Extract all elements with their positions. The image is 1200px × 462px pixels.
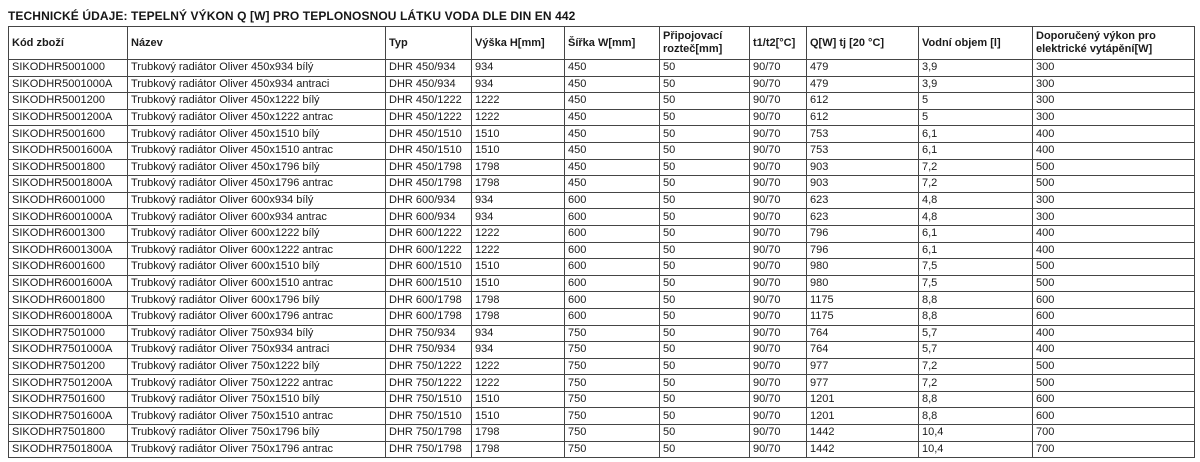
table-cell: 10,4 <box>919 425 1033 442</box>
table-cell: 934 <box>472 60 565 77</box>
table-cell: 5,7 <box>919 342 1033 359</box>
table-cell: 1510 <box>472 391 565 408</box>
table-cell: 934 <box>472 76 565 93</box>
table-cell: 753 <box>807 142 919 159</box>
table-cell: 300 <box>1033 93 1195 110</box>
table-cell: 300 <box>1033 60 1195 77</box>
table-cell: 90/70 <box>750 308 807 325</box>
table-row <box>9 358 1195 375</box>
table-row <box>9 109 1195 126</box>
table-cell: SIKODHR6001600A <box>9 275 128 292</box>
table-cell: DHR 450/1798 <box>386 176 472 193</box>
table-cell: Trubkový radiátor Oliver 600x1796 antrac <box>128 308 386 325</box>
table-cell: 750 <box>565 325 660 342</box>
table-body <box>9 60 1195 458</box>
table-cell: Trubkový radiátor Oliver 450x1222 antrac <box>128 109 386 126</box>
table-cell: Trubkový radiátor Oliver 750x1510 antrac <box>128 408 386 425</box>
table-row <box>9 192 1195 209</box>
header-cell: Název <box>128 27 386 60</box>
table-cell: DHR 450/934 <box>386 76 472 93</box>
table-cell: 1201 <box>807 391 919 408</box>
table-cell: 300 <box>1033 76 1195 93</box>
table-cell: 50 <box>660 308 750 325</box>
table-cell: 300 <box>1033 209 1195 226</box>
table-cell: 750 <box>565 425 660 442</box>
table-cell: 90/70 <box>750 93 807 110</box>
table-cell: 8,8 <box>919 308 1033 325</box>
table-cell: SIKODHR6001000A <box>9 209 128 226</box>
table-cell: 50 <box>660 325 750 342</box>
table-cell: 3,9 <box>919 60 1033 77</box>
table-cell: 450 <box>565 76 660 93</box>
table-cell: 90/70 <box>750 60 807 77</box>
table-cell: 1798 <box>472 425 565 442</box>
table-cell: 1222 <box>472 93 565 110</box>
table-cell: 600 <box>565 275 660 292</box>
table-row <box>9 308 1195 325</box>
table-cell: 600 <box>1033 292 1195 309</box>
table-cell: 450 <box>565 126 660 143</box>
table-cell: 977 <box>807 358 919 375</box>
table-cell: 750 <box>565 358 660 375</box>
table-cell: Trubkový radiátor Oliver 600x1222 antrac <box>128 242 386 259</box>
table-cell: 50 <box>660 358 750 375</box>
table-cell: 8,8 <box>919 391 1033 408</box>
table-cell: 750 <box>565 441 660 458</box>
table-cell: 450 <box>565 176 660 193</box>
table-cell: 400 <box>1033 242 1195 259</box>
table-cell: DHR 450/1222 <box>386 109 472 126</box>
table-cell: DHR 600/934 <box>386 209 472 226</box>
table-cell: DHR 750/1222 <box>386 375 472 392</box>
table-cell: 400 <box>1033 142 1195 159</box>
table-cell: 750 <box>565 342 660 359</box>
table-cell: DHR 450/1798 <box>386 159 472 176</box>
table-cell: 90/70 <box>750 441 807 458</box>
table-cell: DHR 450/1222 <box>386 93 472 110</box>
table-cell: 50 <box>660 60 750 77</box>
table-cell: SIKODHR7501600A <box>9 408 128 425</box>
table-cell: SIKODHR7501800A <box>9 441 128 458</box>
table-cell: DHR 750/1798 <box>386 441 472 458</box>
table-cell: Trubkový radiátor Oliver 750x1796 bílý <box>128 425 386 442</box>
page-title: TECHNICKÉ ÚDAJE: TEPELNÝ VÝKON Q [W] PRO TEPLONOSNOU LÁTKU VODA DLE DIN EN 442 <box>8 9 576 23</box>
table-row <box>9 176 1195 193</box>
table-cell: 8,8 <box>919 408 1033 425</box>
table-cell: SIKODHR5001200A <box>9 109 128 126</box>
table-cell: SIKODHR6001300 <box>9 225 128 242</box>
table-row <box>9 375 1195 392</box>
table-cell: DHR 600/1222 <box>386 225 472 242</box>
table-cell: 90/70 <box>750 358 807 375</box>
table-cell: Trubkový radiátor Oliver 450x1510 antrac <box>128 142 386 159</box>
table-cell: 450 <box>565 93 660 110</box>
table-cell: 50 <box>660 76 750 93</box>
table-cell: 50 <box>660 93 750 110</box>
table-cell: Trubkový radiátor Oliver 750x934 bílý <box>128 325 386 342</box>
table-cell: 50 <box>660 192 750 209</box>
table-cell: 1798 <box>472 176 565 193</box>
table-cell: 1222 <box>472 109 565 126</box>
table-cell: 50 <box>660 242 750 259</box>
table-cell: 1442 <box>807 441 919 458</box>
table-cell: 90/70 <box>750 408 807 425</box>
table-cell: 903 <box>807 176 919 193</box>
table-row <box>9 76 1195 93</box>
table-cell: 500 <box>1033 259 1195 276</box>
table-cell: 10,4 <box>919 441 1033 458</box>
table-cell: DHR 600/1222 <box>386 242 472 259</box>
table-cell: DHR 750/1798 <box>386 425 472 442</box>
table-row <box>9 342 1195 359</box>
table-cell: 7,2 <box>919 159 1033 176</box>
table-cell: 934 <box>472 325 565 342</box>
table-cell: 7,2 <box>919 375 1033 392</box>
table-cell: 50 <box>660 225 750 242</box>
table-cell: Trubkový radiátor Oliver 450x1222 bílý <box>128 93 386 110</box>
table-row <box>9 126 1195 143</box>
table-cell: 500 <box>1033 159 1195 176</box>
table-cell: Trubkový radiátor Oliver 450x1796 bílý <box>128 159 386 176</box>
table-cell: Trubkový radiátor Oliver 600x1510 antrac <box>128 275 386 292</box>
table-cell: 90/70 <box>750 109 807 126</box>
table-cell: 1798 <box>472 308 565 325</box>
table-cell: 1175 <box>807 308 919 325</box>
table-cell: 90/70 <box>750 391 807 408</box>
table-cell: 50 <box>660 176 750 193</box>
table-cell: 50 <box>660 441 750 458</box>
table-cell: 50 <box>660 109 750 126</box>
table-cell: 1798 <box>472 292 565 309</box>
table-cell: 980 <box>807 275 919 292</box>
table-cell: 600 <box>565 292 660 309</box>
table-cell: 5 <box>919 109 1033 126</box>
table-cell: Trubkový radiátor Oliver 600x934 bílý <box>128 192 386 209</box>
table-cell: 450 <box>565 60 660 77</box>
header-cell: Q[W] tj [20 °C] <box>807 27 919 60</box>
table-cell: SIKODHR6001300A <box>9 242 128 259</box>
table-cell: 50 <box>660 391 750 408</box>
table-cell: 450 <box>565 142 660 159</box>
table-cell: 400 <box>1033 342 1195 359</box>
table-cell: 400 <box>1033 325 1195 342</box>
header-cell: Připojovací rozteč[mm] <box>660 27 750 60</box>
table-cell: 934 <box>472 342 565 359</box>
table-cell: 796 <box>807 225 919 242</box>
table-cell: 600 <box>565 259 660 276</box>
table-cell: 4,8 <box>919 192 1033 209</box>
table-row <box>9 441 1195 458</box>
table-cell: SIKODHR6001000 <box>9 192 128 209</box>
table-cell: 1222 <box>472 358 565 375</box>
table-cell: 600 <box>565 209 660 226</box>
table-cell: 1798 <box>472 159 565 176</box>
table-cell: 1222 <box>472 375 565 392</box>
table-cell: 1510 <box>472 142 565 159</box>
table-cell: DHR 600/1798 <box>386 308 472 325</box>
table-cell: 90/70 <box>750 209 807 226</box>
table-cell: 400 <box>1033 126 1195 143</box>
table-row <box>9 408 1195 425</box>
header-cell: Šířka W[mm] <box>565 27 660 60</box>
header-cell: Typ <box>386 27 472 60</box>
table-cell: Trubkový radiátor Oliver 450x1510 bílý <box>128 126 386 143</box>
table-cell: 1442 <box>807 425 919 442</box>
table-cell: 50 <box>660 259 750 276</box>
table-cell: Trubkový radiátor Oliver 450x934 antraci <box>128 76 386 93</box>
table-cell: SIKODHR5001800A <box>9 176 128 193</box>
table-cell: 934 <box>472 192 565 209</box>
table-cell: 7,5 <box>919 275 1033 292</box>
table-cell: SIKODHR6001800A <box>9 308 128 325</box>
table-row <box>9 425 1195 442</box>
table-cell: 500 <box>1033 176 1195 193</box>
table-cell: 600 <box>565 242 660 259</box>
header-cell: t1/t2[°C] <box>750 27 807 60</box>
table-cell: 90/70 <box>750 142 807 159</box>
table-cell: 450 <box>565 159 660 176</box>
table-cell: 5,7 <box>919 325 1033 342</box>
table-cell: 50 <box>660 425 750 442</box>
table-cell: 600 <box>1033 308 1195 325</box>
table-cell: 50 <box>660 375 750 392</box>
table-cell: 90/70 <box>750 176 807 193</box>
table-cell: 934 <box>472 209 565 226</box>
table-cell: 90/70 <box>750 342 807 359</box>
table-cell: 50 <box>660 126 750 143</box>
table-cell: SIKODHR7501200 <box>9 358 128 375</box>
table-cell: SIKODHR7501000 <box>9 325 128 342</box>
table-cell: 1510 <box>472 408 565 425</box>
table-cell: DHR 600/934 <box>386 192 472 209</box>
table-cell: Trubkový radiátor Oliver 600x1510 bílý <box>128 259 386 276</box>
header-cell: Vodní objem [l] <box>919 27 1033 60</box>
table-cell: 500 <box>1033 375 1195 392</box>
table-cell: 623 <box>807 192 919 209</box>
table-cell: 1798 <box>472 441 565 458</box>
table-cell: 90/70 <box>750 192 807 209</box>
table-cell: 700 <box>1033 425 1195 442</box>
table-cell: 7,2 <box>919 358 1033 375</box>
table-cell: SIKODHR6001600 <box>9 259 128 276</box>
table-cell: 1175 <box>807 292 919 309</box>
table-cell: SIKODHR5001200 <box>9 93 128 110</box>
table-cell: 50 <box>660 142 750 159</box>
table-cell: 50 <box>660 292 750 309</box>
table-cell: 500 <box>1033 275 1195 292</box>
table-cell: 600 <box>565 308 660 325</box>
table-cell: SIKODHR7501000A <box>9 342 128 359</box>
table-cell: DHR 750/934 <box>386 325 472 342</box>
table-cell: 6,1 <box>919 126 1033 143</box>
table-cell: 90/70 <box>750 292 807 309</box>
header-cell: Doporučený výkon pro elektrické vytápění[W] <box>1033 27 1195 60</box>
table-cell: SIKODHR5001600A <box>9 142 128 159</box>
table-cell: 1222 <box>472 225 565 242</box>
table-cell: SIKODHR5001600 <box>9 126 128 143</box>
table-cell: 6,1 <box>919 225 1033 242</box>
table-row <box>9 242 1195 259</box>
table-cell: 6,1 <box>919 142 1033 159</box>
table-cell: DHR 750/1510 <box>386 391 472 408</box>
table-cell: DHR 600/1510 <box>386 259 472 276</box>
table-cell: SIKODHR7501200A <box>9 375 128 392</box>
table-row <box>9 325 1195 342</box>
table-cell: 3,9 <box>919 76 1033 93</box>
table-cell: DHR 600/1510 <box>386 275 472 292</box>
table-cell: Trubkový radiátor Oliver 450x934 bílý <box>128 60 386 77</box>
table-cell: SIKODHR5001800 <box>9 159 128 176</box>
table-row <box>9 159 1195 176</box>
table-cell: 600 <box>565 192 660 209</box>
table-row <box>9 391 1195 408</box>
table-cell: DHR 750/934 <box>386 342 472 359</box>
table-cell: 700 <box>1033 441 1195 458</box>
table-cell: 400 <box>1033 225 1195 242</box>
table-row <box>9 93 1195 110</box>
table-cell: Trubkový radiátor Oliver 600x934 antrac <box>128 209 386 226</box>
table-cell: 7,5 <box>919 259 1033 276</box>
table-cell: Trubkový radiátor Oliver 450x1796 antrac <box>128 176 386 193</box>
table-cell: 980 <box>807 259 919 276</box>
table-cell: DHR 450/1510 <box>386 142 472 159</box>
table-cell: 750 <box>565 408 660 425</box>
table-cell: 1510 <box>472 126 565 143</box>
table-cell: 6,1 <box>919 242 1033 259</box>
table-cell: 750 <box>565 375 660 392</box>
table-header-row <box>9 27 1195 60</box>
table-cell: 7,2 <box>919 176 1033 193</box>
table-cell: 1222 <box>472 242 565 259</box>
table-cell: 903 <box>807 159 919 176</box>
table-cell: DHR 750/1222 <box>386 358 472 375</box>
table-cell: Trubkový radiátor Oliver 750x1510 bílý <box>128 391 386 408</box>
table-cell: 764 <box>807 325 919 342</box>
table-cell: 90/70 <box>750 159 807 176</box>
table-cell: 90/70 <box>750 425 807 442</box>
table-cell: 90/70 <box>750 76 807 93</box>
table-cell: Trubkový radiátor Oliver 750x1222 antrac <box>128 375 386 392</box>
table-cell: 612 <box>807 93 919 110</box>
table-cell: 750 <box>565 391 660 408</box>
table-cell: 600 <box>1033 391 1195 408</box>
table-cell: SIKODHR5001000 <box>9 60 128 77</box>
table-row <box>9 225 1195 242</box>
table-cell: 90/70 <box>750 225 807 242</box>
table-cell: 623 <box>807 209 919 226</box>
table-row <box>9 209 1195 226</box>
table-cell: 50 <box>660 209 750 226</box>
table-cell: SIKODHR5001000A <box>9 76 128 93</box>
table-cell: 5 <box>919 93 1033 110</box>
table-cell: 612 <box>807 109 919 126</box>
table-cell: 796 <box>807 242 919 259</box>
table-cell: 300 <box>1033 192 1195 209</box>
table-cell: 50 <box>660 159 750 176</box>
table-cell: DHR 600/1798 <box>386 292 472 309</box>
table-cell: 1510 <box>472 259 565 276</box>
table-cell: 500 <box>1033 358 1195 375</box>
header-cell: Kód zboží <box>9 27 128 60</box>
table-cell: 450 <box>565 109 660 126</box>
table-cell: 753 <box>807 126 919 143</box>
table-cell: 90/70 <box>750 242 807 259</box>
table-cell: SIKODHR7501600 <box>9 391 128 408</box>
table-cell: DHR 750/1510 <box>386 408 472 425</box>
table-row <box>9 142 1195 159</box>
table-cell: Trubkový radiátor Oliver 750x934 antraci <box>128 342 386 359</box>
table-row <box>9 275 1195 292</box>
table-cell: 50 <box>660 408 750 425</box>
table-row <box>9 60 1195 77</box>
table-cell: 90/70 <box>750 375 807 392</box>
table-cell: 4,8 <box>919 209 1033 226</box>
table-row <box>9 292 1195 309</box>
header-cell: Výška H[mm] <box>472 27 565 60</box>
table-cell: Trubkový radiátor Oliver 750x1222 bílý <box>128 358 386 375</box>
table-cell: Trubkový radiátor Oliver 750x1796 antrac <box>128 441 386 458</box>
table-cell: 764 <box>807 342 919 359</box>
table-cell: SIKODHR7501800 <box>9 425 128 442</box>
table-cell: 1201 <box>807 408 919 425</box>
table-cell: 8,8 <box>919 292 1033 309</box>
table-cell: 479 <box>807 76 919 93</box>
table-cell: 600 <box>1033 408 1195 425</box>
table-cell: Trubkový radiátor Oliver 600x1796 bílý <box>128 292 386 309</box>
table-cell: 50 <box>660 275 750 292</box>
table-cell: SIKODHR6001800 <box>9 292 128 309</box>
table-cell: 1510 <box>472 275 565 292</box>
table-cell: 977 <box>807 375 919 392</box>
technical-data-table <box>8 26 1195 458</box>
table-cell: 90/70 <box>750 259 807 276</box>
table-cell: 50 <box>660 342 750 359</box>
table-cell: Trubkový radiátor Oliver 600x1222 bílý <box>128 225 386 242</box>
table-cell: DHR 450/1510 <box>386 126 472 143</box>
table-cell: 90/70 <box>750 126 807 143</box>
table-cell: DHR 450/934 <box>386 60 472 77</box>
table-cell: 479 <box>807 60 919 77</box>
table-cell: 90/70 <box>750 325 807 342</box>
table-cell: 600 <box>565 225 660 242</box>
table-cell: 300 <box>1033 109 1195 126</box>
table-row <box>9 259 1195 276</box>
table-cell: 90/70 <box>750 275 807 292</box>
